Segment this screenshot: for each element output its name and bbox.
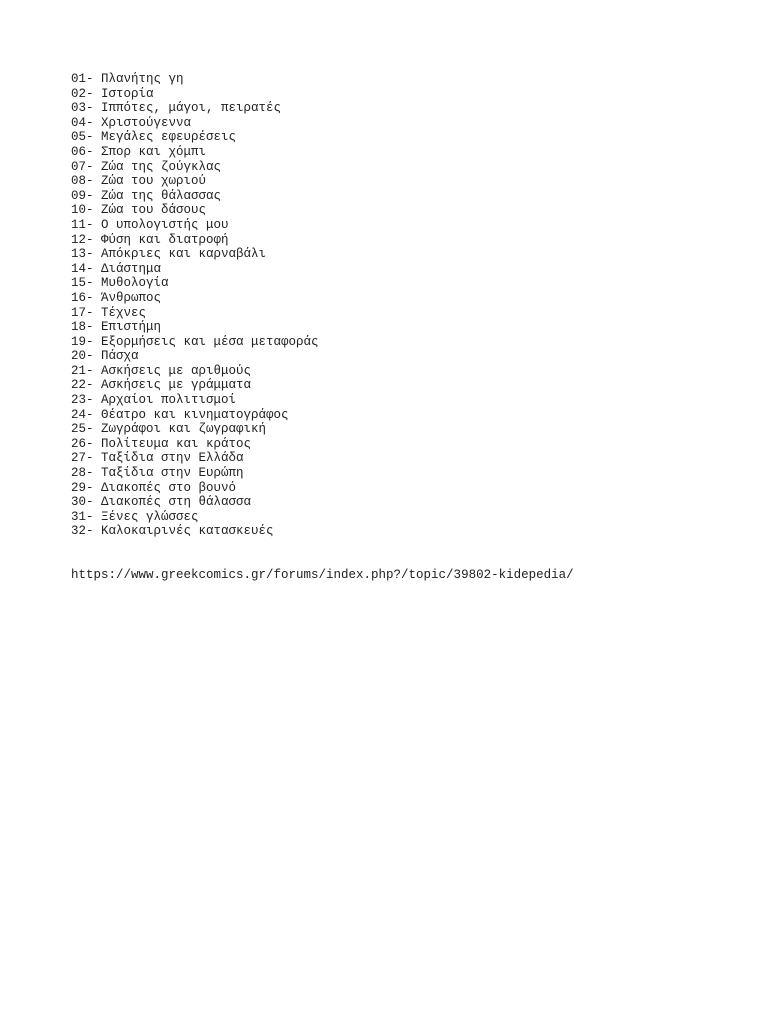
list-item: 12- Φύση και διατροφή — [71, 232, 229, 247]
list-item: 19- Εξορμήσεις και μέσα μεταφοράς — [71, 334, 319, 349]
list-item: 15- Μυθολογία — [71, 276, 169, 291]
list-item: 06- Σπορ και χόμπι — [71, 144, 207, 159]
list-item: 10- Ζώα του δάσους — [71, 203, 207, 218]
list-item: 20- Πάσχα — [71, 349, 139, 364]
list-item: 01- Πλανήτης γη — [71, 72, 184, 86]
list-item: 08- Ζώα του χωριού — [71, 174, 207, 189]
list-item: 16- Άνθρωπος — [71, 290, 162, 305]
list-item: 17- Τέχνες — [71, 305, 147, 320]
list-item: 02- Ιστορία — [71, 86, 154, 101]
list-item: 03- Ιππότες, μάγοι, πειρατές — [71, 101, 282, 116]
list-item: 11- Ο υπολογιστής μου — [71, 217, 229, 232]
list-item: 21- Ασκήσεις με αριθμούς — [71, 363, 252, 378]
list-item: 14- Διάστημα — [71, 261, 162, 276]
list-item: 29- Διακοπές στο βουνό — [71, 480, 237, 495]
list-item: 18- Επιστήμη — [71, 320, 162, 335]
list-item: 31- Ξένες γλώσσες — [71, 509, 199, 524]
topic-list — [71, 72, 751, 539]
document-page — [71, 72, 751, 583]
list-item: 28- Ταξίδια στην Ευρώπη — [71, 466, 244, 481]
list-item: 09- Ζώα της θάλασσας — [71, 188, 222, 203]
list-item: 22- Ασκήσεις με γράμματα — [71, 378, 252, 393]
list-item: 27- Ταξίδια στην Ελλάδα — [71, 451, 244, 466]
list-item: 26- Πολίτευμα και κράτος — [71, 436, 252, 451]
list-item: 24- Θέατρο και κινηματογράφος — [71, 407, 289, 422]
list-item: 13- Απόκριες και καρναβάλι — [71, 247, 267, 262]
list-item: 05- Μεγάλες εφευρέσεις — [71, 130, 237, 145]
list-item: 07- Ζώα της ζούγκλας — [71, 159, 222, 174]
list-item: 25- Ζωγράφοι και ζωγραφική — [71, 422, 267, 437]
list-item: 23- Αρχαίοι πολιτισμοί — [71, 393, 237, 408]
list-item: 04- Χριστούγεννα — [71, 115, 192, 130]
source-url: https://www.greekcomics.gr/forums/index.php?/topic/39802-kidepedia/ — [71, 568, 574, 582]
list-item: 32- Καλοκαιρινές κατασκευές — [71, 524, 274, 539]
list-item: 30- Διακοπές στη θάλασσα — [71, 495, 252, 510]
